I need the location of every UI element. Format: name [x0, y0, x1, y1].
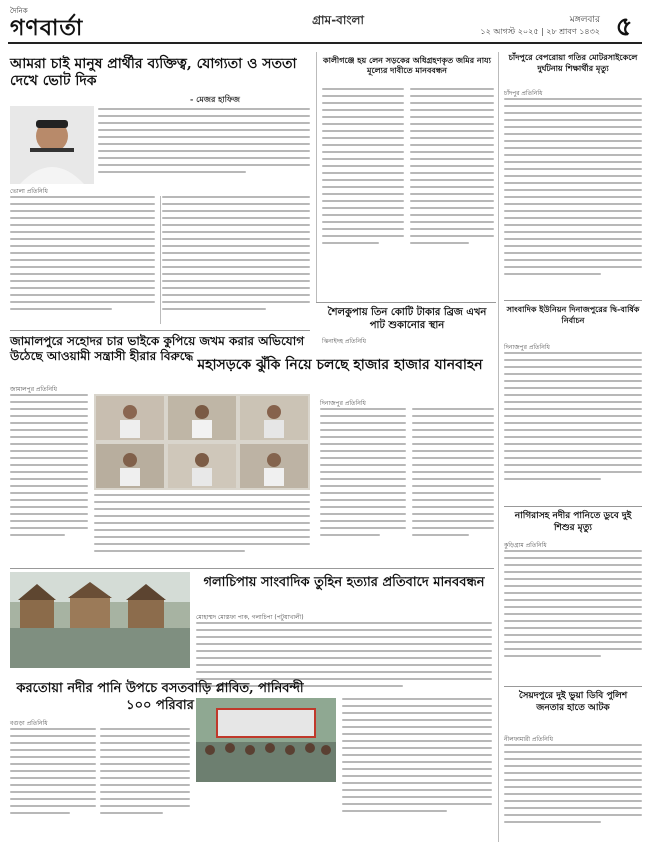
article-1-byline: ভোলা প্রতিনিধি	[10, 188, 48, 195]
article-4-headline[interactable]: শৈলকুপায় তিন কোটি টাকার ব্রিজ এখন পাট শুকানোর স্থান	[327, 307, 487, 331]
page-number: ৫	[615, 12, 633, 42]
article-12-headline[interactable]: সৈয়দপুরে দুই ভুয়া ডিবি পুলিশ জনতার হাতে আটক	[518, 691, 628, 713]
article-6-headline[interactable]: মহাসড়কে ঝুঁকি নিয়ে চলছে হাজার হাজার যানবাহন	[197, 357, 483, 373]
portrait-image	[10, 106, 94, 184]
article-6-body	[320, 408, 406, 564]
article-6-byline: দিনাজপুর প্রতিনিধি	[320, 400, 366, 407]
article-8-headline[interactable]: করতোয়া নদীর পানি উপচে বসতবাড়ি প্লাবিত, পানিবন্দী ১০০ পরিবার	[16, 681, 304, 713]
article-10-byline: দিনাজপুর প্রতিনিধি	[504, 344, 550, 351]
article-1-photo	[10, 106, 94, 184]
article-5-byline: জামালপুর প্রতিনিধি	[10, 386, 58, 393]
article-9-headline[interactable]: চাঁদপুরে বেপরোয়া গতির মোটরসাইকেলে দুর্ঘটনায় শিক্ষার্থীর মৃত্যু	[508, 52, 638, 73]
article-11-headline[interactable]: নাগিরাসহ নদীর পানিতে ডুবে দুই শিশুর মৃত্যু	[514, 511, 632, 533]
article-12-byline: নীলফামারী প্রতিনিধি	[504, 736, 553, 743]
article-2-body	[322, 88, 404, 270]
article-11-byline: কুড়িগ্রাম প্রতিনিধি	[504, 542, 547, 549]
article-10-body	[504, 352, 642, 502]
section-title: গ্রাম-বাংলা	[312, 13, 364, 27]
article-5-headline[interactable]: জামালপুরে সহোদর চার ভাইকে কুপিয়ে জখম করার অভিযোগ উঠেছে আওয়ামী সন্ত্রাসী হীরার বিরুদ্ধে	[10, 334, 305, 363]
article-12-body	[504, 744, 642, 840]
logo-name: গণবার্তা	[10, 15, 84, 41]
article-6-body-2	[412, 408, 494, 564]
day-label: মঙ্গলবার	[569, 15, 600, 25]
injured-victims-image	[94, 394, 310, 490]
article-5-photo	[94, 394, 310, 490]
article-7-byline: মোহাম্মদ মোস্তফা পাক, গলাচিপা (পটুয়াখালী)	[196, 614, 304, 621]
article-7-headline[interactable]: গলাচিপায় সাংবাদিক তুহিন হত্যার প্রতিবাদে মানববন্ধন	[203, 575, 485, 590]
article-5-body	[10, 394, 88, 564]
article-1-body-2	[162, 196, 310, 324]
article-8-byline: বগুড়া প্রতিনিধি	[10, 720, 48, 727]
article-8-body	[10, 728, 96, 836]
article-2-body-2	[410, 88, 494, 270]
article-1-headline[interactable]: আমরা চাই মানুষ প্রার্থীর ব্যক্তিত্ব, যোগ্যতা ও সততা দেখে ভোট দিক	[10, 56, 297, 89]
article-8-body-2	[100, 728, 190, 836]
logo-tagline: দৈনিক	[10, 7, 28, 15]
highway-photo	[10, 572, 190, 668]
article-11-body	[504, 550, 642, 680]
article-1-body-right	[98, 108, 310, 184]
newspaper-logo[interactable]	[8, 4, 128, 40]
flooded-houses-image	[10, 572, 190, 668]
article-2-kicker[interactable]: কালীগঞ্জে হয় লেন সড়কের অধিগ্রহণকৃত জমির নায্য মূল্যের দাবীতে মানববন্ধন	[323, 55, 491, 75]
article-1-subhead: - মেজর হাফিজ	[190, 95, 240, 104]
date-label: ১২ আগস্ট ২০২৫ | ২৮ শ্রাবণ ১৪৩২	[480, 27, 600, 36]
article-7-body-2	[342, 698, 492, 834]
article-9-body	[504, 98, 642, 298]
article-5-body-2	[94, 494, 310, 564]
masthead	[8, 4, 642, 44]
article-1-body	[10, 196, 155, 324]
article-10-headline[interactable]: সাংবাদিক ইউনিয়ন দিনাজপুরের দ্বি-বার্ষিক নির্বাচন	[506, 304, 640, 325]
article-9-byline: চাঁদপুর প্রতিনিধি	[504, 90, 543, 97]
article-4-byline: ঝিনাইদহ প্রতিনিধি	[322, 338, 366, 345]
